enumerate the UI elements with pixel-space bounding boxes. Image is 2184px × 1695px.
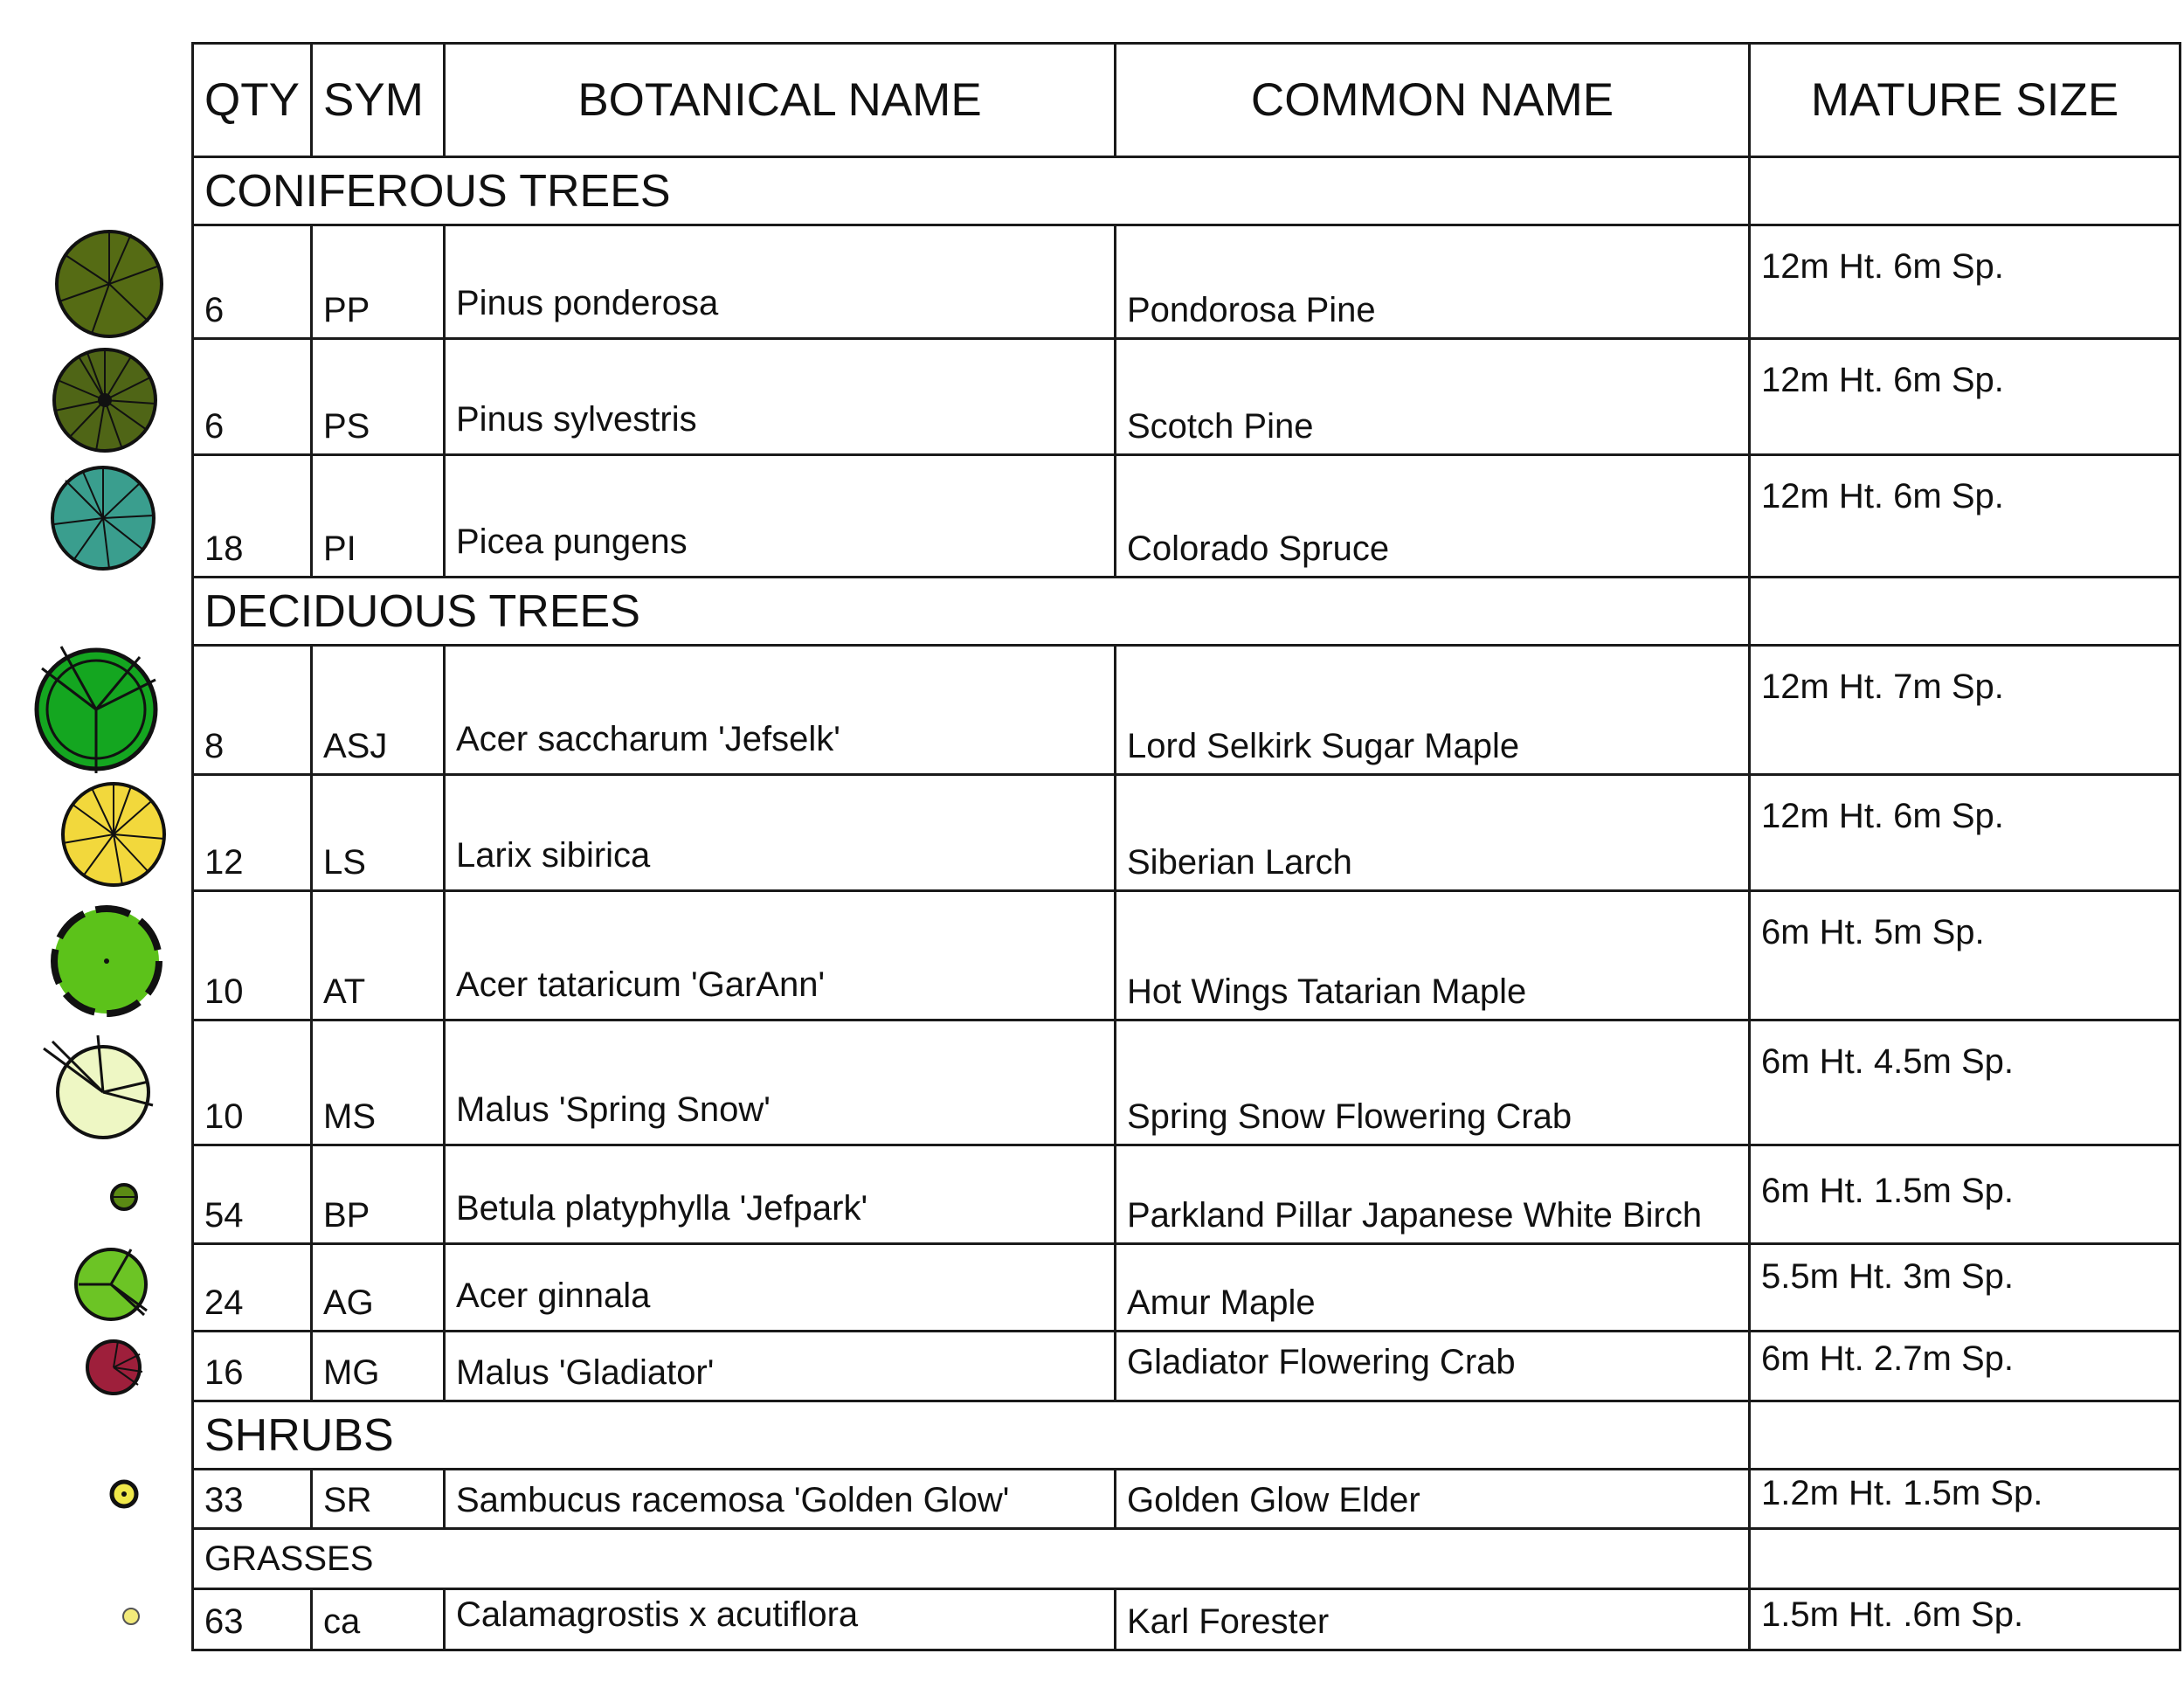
amur-maple-symbol-icon <box>76 1249 147 1319</box>
header-qty: QTY <box>193 44 312 157</box>
header-sym: SYM <box>312 44 445 157</box>
mature-size-cell: 1.2m Ht. 1.5m Sp. <box>1750 1470 2181 1529</box>
table-row <box>193 1589 2181 1650</box>
spring-snow-crab-symbol-icon <box>44 1035 153 1138</box>
larch-symbol-icon <box>63 784 164 885</box>
common-name-cell: Pondorosa Pine <box>1116 225 1750 339</box>
botanical-name-cell: Larix sibirica <box>445 775 1116 891</box>
mature-size-cell: 6m Ht. 4.5m Sp. <box>1750 1020 2181 1145</box>
common-name-cell: Lord Selkirk Sugar Maple <box>1116 646 1750 775</box>
mature-size-cell: 12m Ht. 6m Sp. <box>1750 775 2181 891</box>
elder-symbol-icon <box>112 1482 136 1506</box>
sym-cell: PI <box>312 455 445 578</box>
qty-cell: 54 <box>193 1145 312 1244</box>
common-name-cell: Siberian Larch <box>1116 775 1750 891</box>
mature-size-cell: 12m Ht. 6m Sp. <box>1750 455 2181 578</box>
qty-cell: 6 <box>193 225 312 339</box>
table-row <box>193 891 2181 1020</box>
table-row <box>193 1470 2181 1529</box>
common-name-cell: Colorado Spruce <box>1116 455 1750 578</box>
section-title: GRASSES <box>193 1529 1750 1589</box>
qty-cell: 18 <box>193 455 312 578</box>
grass-symbol-icon <box>123 1609 139 1624</box>
mature-size-cell: 6m Ht. 5m Sp. <box>1750 891 2181 1020</box>
plant-symbols-column <box>0 0 192 1695</box>
sym-cell: PS <box>312 339 445 455</box>
table-row <box>193 455 2181 578</box>
table-row <box>193 1332 2181 1401</box>
sym-cell: ASJ <box>312 646 445 775</box>
common-name-cell: Karl Forester <box>1116 1589 1750 1650</box>
table-row <box>193 1145 2181 1244</box>
qty-cell: 63 <box>193 1589 312 1650</box>
birch-symbol-icon <box>112 1185 136 1209</box>
qty-cell: 10 <box>193 891 312 1020</box>
sym-cell: MS <box>312 1020 445 1145</box>
sym-cell: LS <box>312 775 445 891</box>
section-size-cell <box>1750 1529 2181 1589</box>
sym-cell: SR <box>312 1470 445 1529</box>
mature-size-cell: 6m Ht. 2.7m Sp. <box>1750 1332 2181 1401</box>
section-row <box>193 1401 2181 1470</box>
common-name-cell: Gladiator Flowering Crab <box>1116 1332 1750 1401</box>
qty-cell: 12 <box>193 775 312 891</box>
section-title: DECIDUOUS TREES <box>193 578 1750 646</box>
common-name-cell: Parkland Pillar Japanese White Birch <box>1116 1145 1750 1244</box>
gladiator-crab-symbol-icon <box>87 1341 142 1394</box>
botanical-name-cell: Sambucus racemosa 'Golden Glow' <box>445 1470 1116 1529</box>
header-common-name: COMMON NAME <box>1116 44 1750 157</box>
section-row <box>193 578 2181 646</box>
table-row <box>193 646 2181 775</box>
section-size-cell <box>1750 578 2181 646</box>
mature-size-cell: 6m Ht. 1.5m Sp. <box>1750 1145 2181 1244</box>
qty-cell: 24 <box>193 1244 312 1332</box>
plant-schedule-table <box>191 42 2181 1651</box>
sym-cell: PP <box>312 225 445 339</box>
mature-size-cell: 1.5m Ht. .6m Sp. <box>1750 1589 2181 1650</box>
table-row <box>193 1244 2181 1332</box>
common-name-cell: Hot Wings Tatarian Maple <box>1116 891 1750 1020</box>
common-name-cell: Golden Glow Elder <box>1116 1470 1750 1529</box>
mature-size-cell: 12m Ht. 6m Sp. <box>1750 225 2181 339</box>
sym-cell: ca <box>312 1589 445 1650</box>
header-botanical-name: BOTANICAL NAME <box>445 44 1116 157</box>
sugar-maple-symbol-icon <box>37 647 156 773</box>
section-row <box>193 1529 2181 1589</box>
table-row <box>193 775 2181 891</box>
qty-cell: 16 <box>193 1332 312 1401</box>
botanical-name-cell: Calamagrostis x acutiflora <box>445 1589 1116 1650</box>
common-name-cell: Spring Snow Flowering Crab <box>1116 1020 1750 1145</box>
table-row <box>193 339 2181 455</box>
section-title: SHRUBS <box>193 1401 1750 1470</box>
section-size-cell <box>1750 1401 2181 1470</box>
sym-cell: AT <box>312 891 445 1020</box>
botanical-name-cell: Betula platyphylla 'Jefpark' <box>445 1145 1116 1244</box>
qty-cell: 33 <box>193 1470 312 1529</box>
sym-cell: MG <box>312 1332 445 1401</box>
botanical-name-cell: Malus 'Spring Snow' <box>445 1020 1116 1145</box>
botanical-name-cell: Acer tataricum 'GarAnn' <box>445 891 1116 1020</box>
header-row <box>193 44 2181 157</box>
botanical-name-cell: Pinus ponderosa <box>445 225 1116 339</box>
header-mature-size: MATURE SIZE <box>1750 44 2181 157</box>
common-name-cell: Scotch Pine <box>1116 339 1750 455</box>
mature-size-cell: 12m Ht. 7m Sp. <box>1750 646 2181 775</box>
qty-cell: 6 <box>193 339 312 455</box>
qty-cell: 8 <box>193 646 312 775</box>
common-name-cell: Amur Maple <box>1116 1244 1750 1332</box>
sym-cell: AG <box>312 1244 445 1332</box>
sym-cell: BP <box>312 1145 445 1244</box>
tatarian-maple-symbol-icon <box>54 909 159 1014</box>
botanical-name-cell: Acer ginnala <box>445 1244 1116 1332</box>
mature-size-cell: 12m Ht. 6m Sp. <box>1750 339 2181 455</box>
scotch-pine-symbol-icon <box>54 349 156 451</box>
botanical-name-cell: Acer saccharum 'Jefselk' <box>445 646 1116 775</box>
section-title: CONIFEROUS TREES <box>193 157 1750 225</box>
qty-cell: 10 <box>193 1020 312 1145</box>
pine-tree-symbol-icon <box>57 232 162 336</box>
botanical-name-cell: Malus 'Gladiator' <box>445 1332 1116 1401</box>
mature-size-cell: 5.5m Ht. 3m Sp. <box>1750 1244 2181 1332</box>
spruce-symbol-icon <box>52 467 154 569</box>
botanical-name-cell: Picea pungens <box>445 455 1116 578</box>
botanical-name-cell: Pinus sylvestris <box>445 339 1116 455</box>
section-size-cell <box>1750 157 2181 225</box>
table-row <box>193 225 2181 339</box>
table-row <box>193 1020 2181 1145</box>
section-row <box>193 157 2181 225</box>
